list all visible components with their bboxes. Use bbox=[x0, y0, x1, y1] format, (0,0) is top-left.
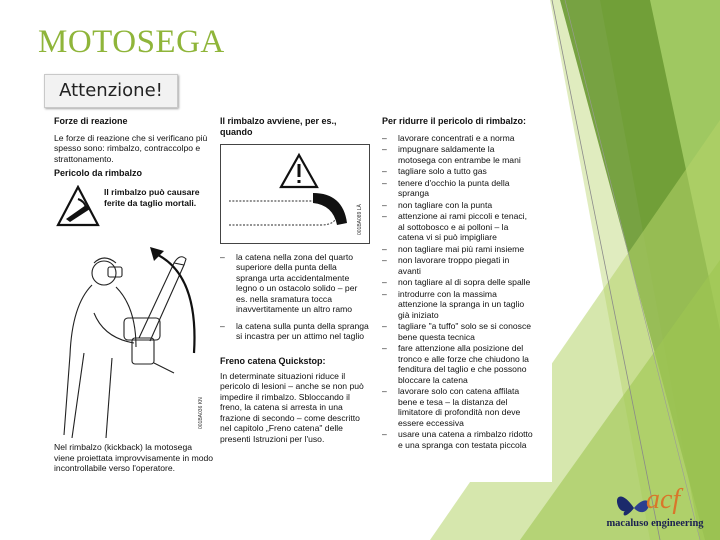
heading-kickback-danger: Pericolo da rimbalzo bbox=[54, 168, 143, 179]
slide-title: MOTOSEGA bbox=[38, 24, 225, 60]
heading-reaction-forces: Forze di reazione bbox=[54, 116, 128, 126]
chainsaw-operator-illustration bbox=[54, 233, 214, 438]
list-item: – non tagliare mai più rami insieme bbox=[382, 244, 534, 254]
list-item: – tenere d'occhio la punta della spranga bbox=[382, 178, 534, 199]
list-item: – tagliare "a tuffo" solo se si conosce bene questa tecnica bbox=[382, 321, 534, 342]
warning-kickback-icon bbox=[56, 185, 100, 227]
document-page bbox=[42, 116, 552, 482]
heading-kickback-occurs: Il rimbalzo avviene, per es., quando bbox=[220, 116, 337, 137]
list-item: – introdurre con la massima attenzione la spranga in un taglio già iniziato bbox=[382, 289, 534, 320]
list-item: – la catena sulla punta della spranga si incastra per un attimo nel taglio bbox=[220, 321, 370, 342]
list-item: – lavorare solo con catena affilata bene e tesa – la distanza del limitatore di profondità non deve essere eccessiva bbox=[382, 386, 534, 428]
kickback-warning-block bbox=[54, 185, 214, 233]
company-logo bbox=[596, 486, 714, 532]
heading-chain-brake: Freno catena Quickstop: bbox=[220, 355, 326, 366]
list-item: – attenzione ai rami piccoli e tenaci, al sottobosco e ai polloni – la catena vi si può impigliare bbox=[382, 211, 534, 242]
column-kickback-occurs bbox=[220, 116, 370, 448]
figure-caption: Nel rimbalzo (kickback) la motosega viene proiettata improvvisamente in modo incontrollabile verso l'operatore. bbox=[54, 442, 214, 474]
list-item: – fare attenzione alla posizione del tronco e alle forze che chiudono la fenditura del taglio e che possono bloccare la catena bbox=[382, 343, 534, 385]
column-reduce-kickback bbox=[382, 116, 534, 451]
figure-code-1: 001BA036 KN bbox=[198, 397, 204, 430]
list-item: – lavorare concentrati e a norma bbox=[382, 133, 534, 143]
intro-text: Le forze di reazione che si verificano più spesso sono: rimbalzo, contraccolpo e strattonamento. bbox=[54, 132, 208, 164]
guide-bar-kickback-illustration bbox=[221, 145, 369, 243]
list-item: – impugnare saldamente la motosega con entrambe le mani bbox=[382, 144, 534, 165]
figure-code-2: 001BA089 LÄ bbox=[357, 204, 363, 235]
chain-brake-text: In determinate situazioni riduce il pericolo di lesioni – anche se non può impedire il rimbalzo. Sbloccando il freno, la catena si arresta in una frazione di secondo – come descritto nel capitolo „Freno catena" delle presenti Istruzioni per l'uso. bbox=[220, 370, 364, 444]
reduce-kickback-list bbox=[382, 133, 534, 450]
logo-company-text: macaluso engineering bbox=[606, 518, 704, 529]
list-item: – non tagliare con la punta bbox=[382, 200, 534, 210]
list-item: – non tagliare al di sopra delle spalle bbox=[382, 277, 534, 287]
list-item: – tagliare solo a tutto gas bbox=[382, 166, 534, 176]
logo-brand-text: acf bbox=[646, 484, 681, 515]
list-item: – usare una catena a rimbalzo ridotto e una spranga con testata piccola bbox=[382, 429, 534, 450]
operator-figure bbox=[54, 233, 214, 438]
subtitle-box: Attenzione! bbox=[44, 74, 178, 108]
column-reaction-forces bbox=[54, 116, 214, 478]
bar-tip-figure bbox=[220, 144, 370, 244]
list-item: – la catena nella zona del quarto superiore della punta della spranga urta accidentalmente legno o un ostacolo solido – per es. nella sramatura tocca inavvertitamente un altro ramo bbox=[220, 252, 370, 315]
kickback-causes-list bbox=[220, 252, 370, 342]
heading-reduce-kickback: Per ridurre il pericolo di rimbalzo: bbox=[382, 116, 527, 126]
kickback-warning-text: Il rimbalzo può causare ferite da taglio mortali. bbox=[104, 187, 200, 208]
list-item: – non lavorare troppo piegati in avanti bbox=[382, 255, 534, 276]
